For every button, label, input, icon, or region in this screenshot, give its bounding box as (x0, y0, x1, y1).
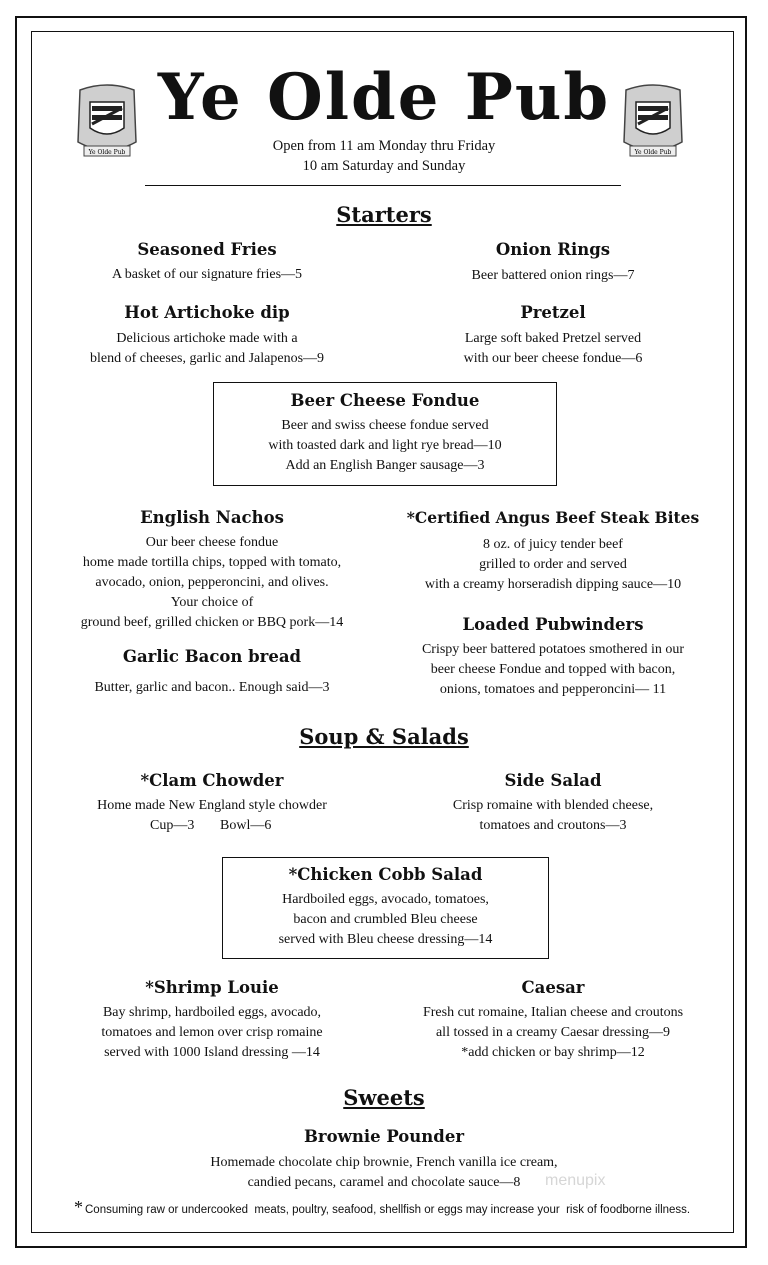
item-side-salad-line1: Crisp romaine with blended cheese, (452, 798, 654, 813)
item-caesar-line3: *add chicken or bay shrimp—12 (461, 1045, 645, 1060)
item-shrimp-louie-line2: tomatoes and lemon over crisp romaine (101, 1025, 323, 1040)
item-chowder-bowl: Bowl—6 (220, 818, 272, 833)
item-shrimp-louie-line3: served with 1000 Island dressing —14 (104, 1045, 320, 1060)
item-artichoke-line1: Delicious artichoke made with a (116, 331, 298, 346)
item-onion-rings-name: Onion Rings (495, 240, 611, 259)
item-artichoke-name: Hot Artichoke dip (124, 303, 290, 322)
item-cobb-line2: bacon and crumbled Bleu cheese (293, 912, 478, 927)
item-pubwinders-line1: Crispy beer battered potatoes smothered in our (421, 642, 685, 657)
item-seasoned-fries-name: Seasoned Fries (137, 240, 277, 259)
item-chowder-name: *Clam Chowder (140, 771, 284, 790)
item-cobb-name: *Chicken Cobb Salad (288, 865, 483, 884)
foodborne-notice: Consuming raw or undercooked meats, poultry, seafood, shellfish or eggs may increase your risk of foodborne illness. (85, 1204, 691, 1216)
item-pubwinders-name: Loaded Pubwinders (462, 615, 644, 634)
item-shrimp-louie-name: *Shrimp Louie (145, 978, 279, 997)
item-steak-bites-line1: 8 oz. of juicy tender beef (483, 537, 623, 552)
svg-text:Ye Olde Pub: Ye Olde Pub (88, 149, 126, 156)
item-nachos-line1: Our beer cheese fondue (145, 535, 279, 550)
item-brownie-line2: candied pecans, caramel and chocolate sauce—8 (247, 1175, 521, 1190)
item-nachos-name: English Nachos (140, 508, 284, 527)
item-pretzel-name: Pretzel (520, 303, 586, 322)
item-chowder-line1: Home made New England style chowder (97, 798, 327, 813)
item-onion-rings-desc: Beer battered onion rings—7 (471, 268, 635, 283)
item-brownie-name: Brownie Pounder (303, 1127, 465, 1146)
hours-weekend: 10 am Saturday and Sunday (302, 158, 466, 174)
header-divider (145, 185, 621, 186)
item-chowder-cup: Cup—3 (150, 818, 195, 833)
item-steak-bites-line2: grilled to order and served (479, 557, 627, 572)
item-garlic-bread-name: Garlic Bacon bread (122, 647, 302, 666)
item-cobb-line1: Hardboiled eggs, avocado, tomatoes, (282, 892, 489, 907)
item-fondue-name: Beer Cheese Fondue (290, 391, 480, 410)
pub-title: Ye Olde Pub (157, 60, 611, 135)
item-side-salad-name: Side Salad (504, 771, 602, 790)
footer-asterisk: * (74, 1197, 83, 1217)
item-garlic-bread-desc: Butter, garlic and bacon.. Enough said—3 (94, 680, 330, 695)
crest-right-icon (616, 82, 690, 164)
svg-text:Ye Olde Pub: Ye Olde Pub (634, 149, 672, 156)
item-brownie-line1: Homemade chocolate chip brownie, French vanilla ice cream, (210, 1155, 558, 1170)
item-caesar-line1: Fresh cut romaine, Italian cheese and croutons (422, 1005, 684, 1020)
item-fondue-line1: Beer and swiss cheese fondue served (281, 418, 489, 433)
item-side-salad-line2: tomatoes and croutons—3 (479, 818, 627, 833)
item-nachos-line3: avocado, onion, pepperoncini, and olives. (95, 575, 329, 590)
item-artichoke-line2: blend of cheeses, garlic and Jalapenos—9 (89, 351, 325, 366)
watermark: menupix (545, 1172, 606, 1189)
crest-left-icon (70, 82, 144, 164)
item-pubwinders-line2: beer cheese Fondue and topped with bacon, (430, 662, 676, 677)
item-steak-bites-line3: with a creamy horseradish dipping sauce—10 (424, 577, 682, 592)
section-soup-salads-heading: Soup & Salads (299, 724, 469, 749)
item-caesar-line2: all tossed in a creamy Caesar dressing—9 (435, 1025, 671, 1040)
hours-weekday: Open from 11 am Monday thru Friday (272, 138, 496, 154)
item-nachos-line4: Your choice of (170, 595, 254, 610)
section-sweets-heading: Sweets (343, 1085, 425, 1110)
item-shrimp-louie-line1: Bay shrimp, hardboiled eggs, avocado, (102, 1005, 322, 1020)
item-pretzel-line2: with our beer cheese fondue—6 (463, 351, 643, 366)
item-cobb-line3: served with Bleu cheese dressing—14 (278, 932, 493, 947)
item-nachos-line2: home made tortilla chips, topped with tomato, (82, 555, 342, 570)
item-seasoned-fries-desc: A basket of our signature fries—5 (111, 267, 303, 282)
item-fondue-line2: with toasted dark and light rye bread—10 (268, 438, 502, 453)
item-pubwinders-line3: onions, tomatoes and pepperoncini— 11 (439, 682, 667, 697)
item-fondue-line3: Add an English Banger sausage—3 (285, 458, 485, 473)
item-caesar-name: Caesar (521, 978, 585, 997)
item-steak-bites-name: *Certified Angus Beef Steak Bites (406, 508, 700, 527)
item-nachos-line5: ground beef, grilled chicken or BBQ pork—14 (80, 615, 344, 630)
item-pretzel-line1: Large soft baked Pretzel served (464, 331, 642, 346)
section-starters-heading: Starters (336, 202, 432, 227)
